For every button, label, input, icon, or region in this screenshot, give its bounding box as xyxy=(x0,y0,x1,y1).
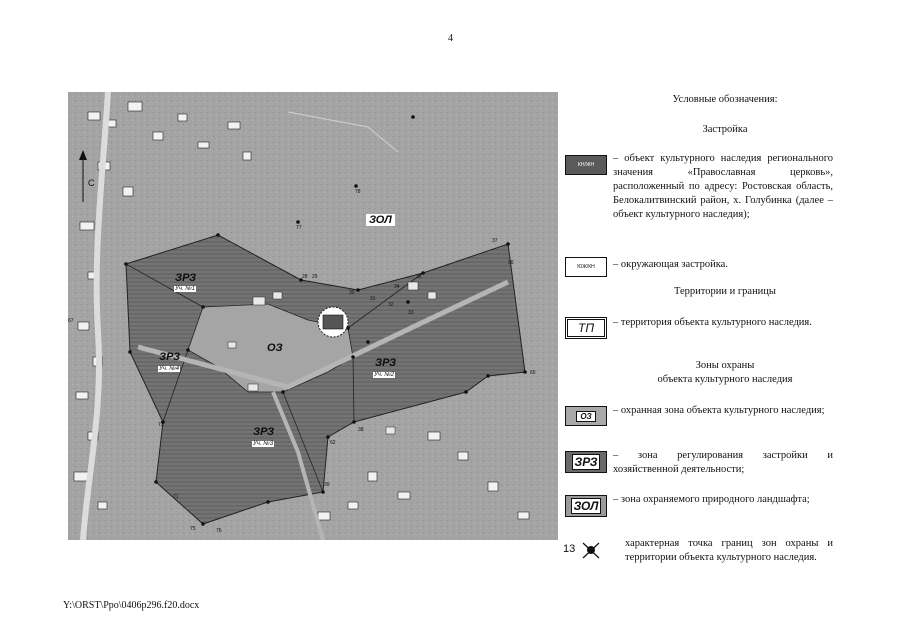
point-label: 34 xyxy=(394,284,400,290)
object-text: – объект культурного наследия регионального значения «Православная церковь», расположенный по адресу: Ростовская область, Белокалитвинский район, х. Голубинка (далее – объект культурного наследия); xyxy=(613,153,833,220)
point-label: 76 xyxy=(216,528,222,534)
point-label: 62 xyxy=(330,440,336,446)
surrounding-text: – окружающая застройка. xyxy=(613,259,728,270)
point-label: 71 xyxy=(173,494,179,500)
zrz-swatch xyxy=(565,451,607,473)
point-label: 37 xyxy=(492,238,498,244)
point-label: 29 xyxy=(312,274,318,280)
point-label: 77 xyxy=(296,225,302,231)
footer-file-path: Y:\ORST\Ppo\0406p296.f20.docx xyxy=(63,600,200,611)
map-drawing xyxy=(68,92,558,540)
legend-section-territories: Территории и границы xyxy=(674,286,776,297)
point-label: 35 xyxy=(416,274,422,280)
point-label: 75 xyxy=(190,526,196,532)
point-label: 28 xyxy=(302,274,308,280)
zol-swatch xyxy=(565,495,607,517)
point-label: 36 xyxy=(508,260,514,266)
legend-title: Условные обозначения: xyxy=(672,94,778,105)
point-label: 38 xyxy=(358,427,364,433)
zone-label-oz: ОЗ xyxy=(267,342,283,354)
zone-sub-4: Уч. №4 xyxy=(159,366,180,372)
object-swatch: КН/ЖН xyxy=(565,155,607,175)
tp-swatch: ТП xyxy=(565,317,607,339)
zrz-text: – зона регулирования застройки и хозяйственной деятельности; xyxy=(613,450,833,475)
point-label: 32 xyxy=(388,302,394,308)
page-number: 4 xyxy=(448,33,453,44)
point-swatch xyxy=(563,540,607,562)
zone-label-zrz-3: ЗРЗ xyxy=(253,426,275,438)
zone-map xyxy=(68,92,558,540)
zone-sub-3: Уч. №3 xyxy=(253,441,274,447)
zrz-swatch-label: ЗРЗ xyxy=(572,454,601,470)
legend-section-zones-1: Зоны охраны xyxy=(695,360,755,371)
zone-sub-2: Уч. №2 xyxy=(374,372,395,378)
point-label: 33 xyxy=(408,310,414,316)
zone-sub-1: Уч. №1 xyxy=(175,286,196,292)
north-label: С xyxy=(88,178,95,188)
oz-text: – охранная зона объекта культурного наследия; xyxy=(613,405,825,416)
zone-label-zrz-4: ЗРЗ xyxy=(159,351,181,363)
point-label: 65 xyxy=(530,370,536,376)
tp-text: – территория объекта культурного наследия. xyxy=(613,317,812,328)
point-label: 30 xyxy=(349,290,355,296)
surrounding-swatch: ЮЖ/КН xyxy=(565,257,607,277)
oz-swatch xyxy=(565,406,607,426)
oz-swatch-label: ОЗ xyxy=(576,411,595,422)
point-label: 73 xyxy=(158,422,164,428)
point-label: 67 xyxy=(68,318,74,324)
point-label: 39 xyxy=(324,482,330,488)
legend-section-building: Застройка xyxy=(702,124,748,135)
point-text: характерная точка границ зон охраны и территории объекта культурного наследия. xyxy=(625,538,833,563)
zone-label-zol: ЗОЛ xyxy=(366,214,395,226)
zone-label-zrz-1: ЗРЗ xyxy=(175,272,197,284)
legend-section-zones-2: объекта культурного наследия xyxy=(657,374,793,385)
point-swatch-number: 13 xyxy=(563,543,576,555)
zol-text: – зона охраняемого природного ландшафта; xyxy=(613,494,810,505)
point-label: 31 xyxy=(370,296,376,302)
boundary-point-icon xyxy=(563,540,607,562)
zone-label-zrz-2: ЗРЗ xyxy=(375,357,397,369)
zol-swatch-label: ЗОЛ xyxy=(571,498,602,514)
point-label: 78 xyxy=(355,189,361,195)
